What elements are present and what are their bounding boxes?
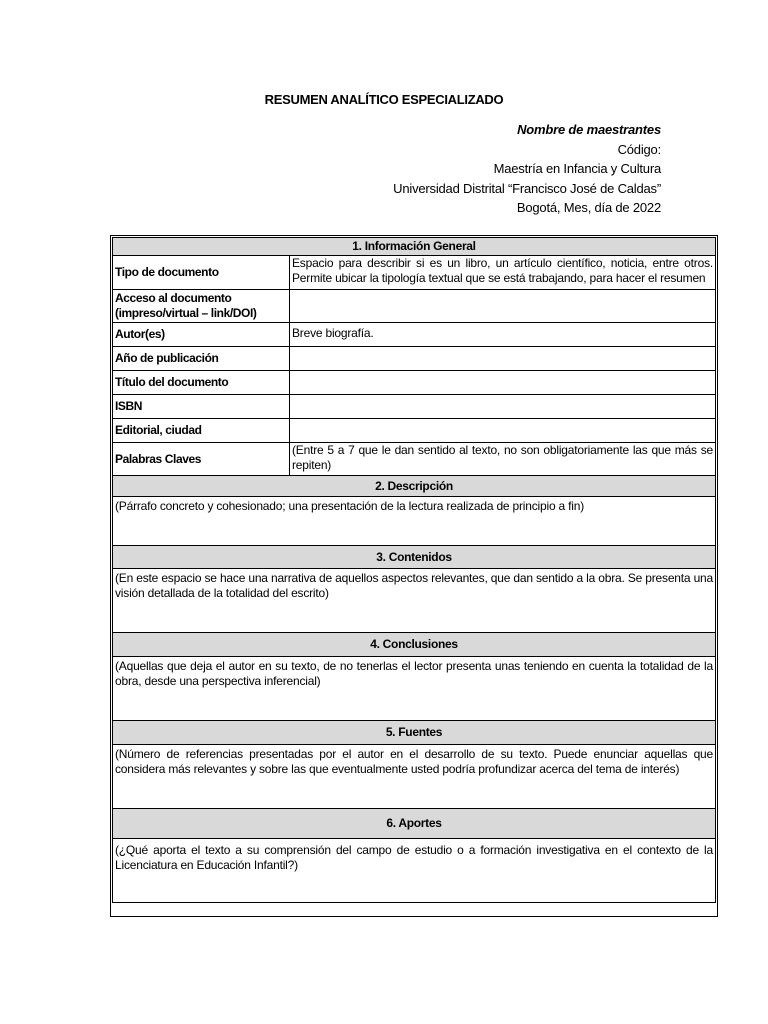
section-heading-conclusions: 4. Conclusiones	[113, 633, 716, 657]
info-row	[113, 290, 716, 323]
field-label: Palabras Claves	[113, 443, 290, 476]
info-row	[113, 323, 716, 347]
program-name: Maestría en Infancia y Cultura	[493, 161, 661, 177]
info-row	[113, 443, 716, 476]
field-label: Acceso al documento (impreso/virtual – link/DOI)	[113, 290, 290, 323]
section-heading-contributions: 6. Aportes	[113, 809, 716, 839]
field-label: Editorial, ciudad	[113, 419, 290, 443]
student-names: Nombre de maestrantes	[517, 122, 661, 137]
field-value[interactable]	[290, 290, 716, 323]
field-value[interactable]	[290, 419, 716, 443]
field-value[interactable]	[290, 395, 716, 419]
field-value[interactable]: (Entre 5 a 7 que le dan sentido al texto, no son obligatoriamente las que más se repiten)	[290, 443, 716, 476]
section-body-sources[interactable]: (Número de referencias presentadas por el autor en el desarrollo de su texto. Puede enunciar aquellas que considera más relevantes y sobre las que eventualmente usted podría profundizar acerca del tema de interés)	[113, 745, 716, 809]
section-heading-sources: 5. Fuentes	[113, 721, 716, 745]
document-title: RESUMEN ANALÍTICO ESPECIALIZADO	[264, 92, 504, 107]
info-row	[113, 256, 716, 290]
field-label: Título del documento	[113, 371, 290, 395]
university-name: Universidad Distrital “Francisco José de Caldas”	[393, 180, 661, 196]
section-heading-description: 2. Descripción	[113, 476, 716, 497]
document-header	[393, 120, 661, 218]
field-label: Tipo de documento	[113, 256, 290, 290]
info-row	[113, 419, 716, 443]
field-value[interactable]: Espacio para describir si es un libro, un artículo científico, noticia, entre otros. Permite ubicar la tipología textual que se está trabajando, para hacer el resumen	[290, 256, 716, 290]
field-label: Año de publicación	[113, 347, 290, 371]
summary-table	[112, 237, 716, 903]
document-date: Bogotá, Mes, día de 2022	[516, 200, 661, 216]
section-heading-general-info: 1. Información General	[113, 238, 716, 256]
info-row	[113, 347, 716, 371]
section-body-conclusions[interactable]: (Aquellas que deja el autor en su texto, de no tenerlas el lector presenta unas teniendo en cuenta la totalidad de la obra, desde una perspectiva inferencial)	[113, 657, 716, 721]
info-row	[113, 371, 716, 395]
student-code: Código:	[617, 141, 661, 157]
field-value[interactable]	[290, 371, 716, 395]
field-label: ISBN	[113, 395, 290, 419]
info-row	[113, 395, 716, 419]
section-heading-contents: 3. Contenidos	[113, 546, 716, 569]
field-value[interactable]	[290, 347, 716, 371]
field-label: Autor(es)	[113, 323, 290, 347]
section-body-contents[interactable]: (En este espacio se hace una narrativa de aquellos aspectos relevantes, que dan sentido a la obra. Se presenta una visión detallada de la totalidad del escrito)	[113, 569, 716, 633]
field-value[interactable]: Breve biografía.	[290, 323, 716, 347]
section-body-description[interactable]: (Párrafo concreto y cohesionado; una presentación de la lectura realizada de principio a fin)	[113, 497, 716, 546]
section-body-contributions[interactable]: (¿Qué aporta el texto a su comprensión del campo de estudio o a formación investigativa en el contexto de la Licenciatura en Educación Infantil?)	[113, 839, 716, 903]
summary-form	[110, 235, 718, 917]
